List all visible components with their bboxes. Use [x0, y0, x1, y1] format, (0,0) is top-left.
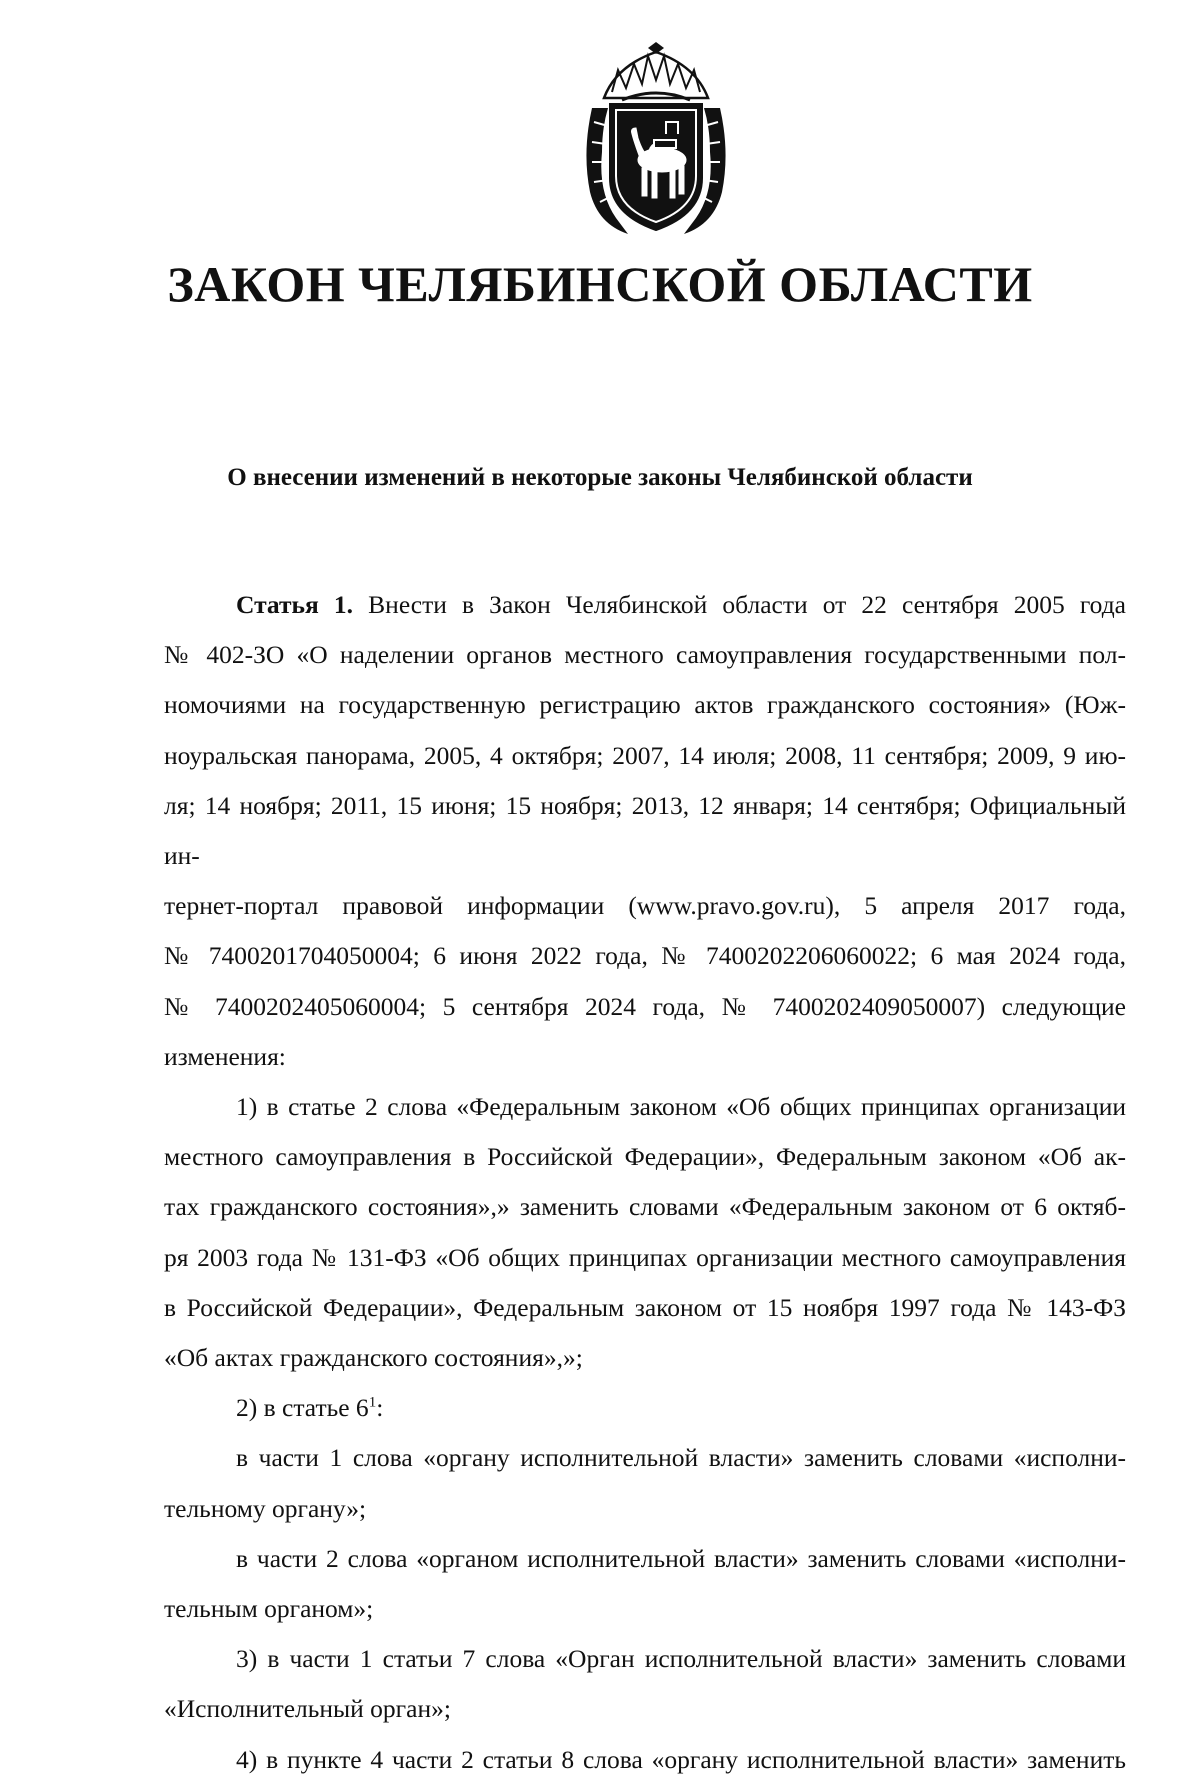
- item-2-superscript: 1: [368, 1394, 377, 1411]
- article-1-text: Внести в Закон Челябинской области от 22 сентября 2005 года: [353, 590, 1126, 619]
- article-1-line: тернет-портал правовой информации (www.pravo.gov.ru), 5 апреля 2017 года,: [164, 891, 1126, 921]
- item-2-suffix: :: [376, 1393, 384, 1423]
- article-1-line: номочиями на государственную регистрацию актов гражданского состояния» (Юж-: [164, 690, 1126, 720]
- item-2-part-1-line: в части 1 слова «органу исполнительной власти» заменить словами «исполни-: [236, 1443, 1126, 1473]
- article-1-line: № 7400201704050004; 6 июня 2022 года, № 7400202206060022; 6 мая 2024 года,: [164, 941, 1126, 971]
- item-2-part-1-line: тельному органу»;: [164, 1493, 367, 1523]
- article-label: Статья 1.: [236, 590, 354, 619]
- article-1-line: ля; 14 ноября; 2011, 15 июня; 15 ноября; 2013, 12 января; 14 сентября; Официальный ин-: [164, 790, 1126, 871]
- law-subtitle: О внесении изменений в некоторые законы Челябинской области: [227, 464, 973, 491]
- item-2-part-2-line: тельным органом»;: [164, 1594, 374, 1624]
- law-title: ЗАКОН ЧЕЛЯБИНСКОЙ ОБЛАСТИ: [167, 256, 1033, 312]
- item-4-line: 4) в пункте 4 части 2 статьи 8 слова «органу исполнительной власти» заменить: [236, 1744, 1126, 1774]
- article-1-line: ноуральская панорама, 2005, 4 октября; 2007, 14 июля; 2008, 11 сентября; 2009, 9 ию-: [164, 740, 1126, 770]
- item-2-part-2-line: в части 2 слова «органом исполнительной власти» заменить словами «исполни-: [236, 1543, 1126, 1573]
- law-body: [164, 580, 1126, 1785]
- item-1-line: «Об актах гражданского состояния»,»;: [164, 1343, 583, 1373]
- item-1-line: местного самоуправления в Российской Федерации», Федеральным законом «Об ак-: [164, 1142, 1126, 1172]
- article-1-line-0: [164, 580, 1126, 630]
- coat-of-arms-emblem: [582, 42, 730, 238]
- item-1-line: в Российской Федерации», Федеральным законом от 15 ноября 1997 года № 143-ФЗ: [164, 1292, 1126, 1322]
- article-1-line: № 402-ЗО «О наделении органов местного самоуправления государственными пол-: [164, 640, 1126, 670]
- item-1-line: тах гражданского состояния»,» заменить словами «Федеральным законом от 6 октяб-: [164, 1192, 1126, 1222]
- item-1-line: 1) в статье 2 слова «Федеральным законом «Об общих принципах организации: [236, 1092, 1126, 1122]
- item-3-line: 3) в части 1 статьи 7 слова «Орган исполнительной власти» заменить словами: [236, 1644, 1126, 1674]
- item-3-line: «Исполнительный орган»;: [164, 1694, 451, 1724]
- item-2-heading: [164, 1383, 1126, 1433]
- article-1-line: № 7400202405060004; 5 сентября 2024 года, № 7400202409050007) следующие изменения:: [164, 991, 1126, 1071]
- item-2-prefix: 2) в статье 6: [236, 1393, 369, 1423]
- item-1-line: ря 2003 года № 131-ФЗ «Об общих принципах организации местного самоуправления: [164, 1242, 1126, 1272]
